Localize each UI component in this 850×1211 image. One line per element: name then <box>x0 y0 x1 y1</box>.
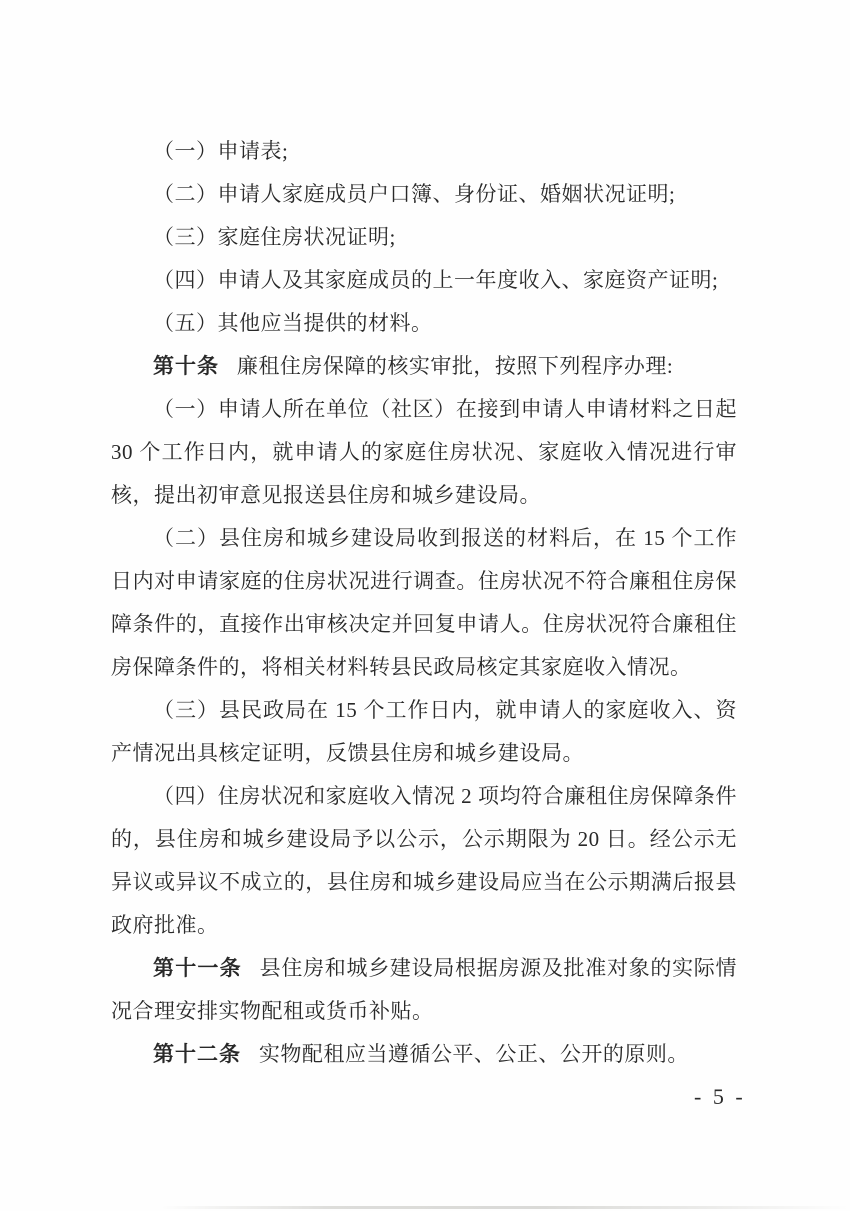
article-10-item-2 <box>111 517 737 689</box>
paragraph-text: （二）申请人家庭成员户口簿、身份证、婚姻状况证明; <box>153 182 676 206</box>
list-item-1 <box>111 130 737 173</box>
paragraph-text: （一）申请人所在单位（社区）在接到申请人申请材料之日起 30 个工作日内，就申请人的家庭住房状况、家庭收入情况进行审核，提出初审意见报送县住房和城乡建设局。 <box>111 397 737 507</box>
list-item-2 <box>111 173 737 216</box>
paragraph-text: （三）县民政局在 15 个工作日内，就申请人的家庭收入、资产情况出具核定证明，反馈县住房和城乡建设局。 <box>111 698 737 765</box>
article-11 <box>111 947 737 1033</box>
paragraph-text: （三）家庭住房状况证明; <box>153 225 396 249</box>
paragraph-text: 实物配租应当遵循公平、公正、公开的原则。 <box>258 1042 689 1066</box>
paragraph-text: （二）县住房和城乡建设局收到报送的材料后，在 15 个工作日内对申请家庭的住房状况进行调查。住房状况不符合廉租住房保障条件的，直接作出审核决定并回复申请人。住房状况符合廉租住房保障条件的，将相关材料转县民政局核定其家庭收入情况。 <box>111 526 737 679</box>
article-10 <box>111 345 737 388</box>
paragraph-text: （五）其他应当提供的材料。 <box>153 311 433 335</box>
list-item-4 <box>111 259 737 302</box>
article-10-item-3 <box>111 689 737 775</box>
article-12 <box>111 1033 737 1076</box>
list-item-5 <box>111 302 737 345</box>
article-number: 第十条 <box>153 355 219 378</box>
article-10-item-1 <box>111 388 737 517</box>
paragraph-text: （四）住房状况和家庭收入情况 2 项均符合廉租住房保障条件的，县住房和城乡建设局予以公示，公示期限为 20 日。经公示无异议或异议不成立的，县住房和城乡建设局应当在公示期满后报县政府批准。 <box>111 784 737 937</box>
page-number: - 5 - <box>694 1084 746 1109</box>
list-item-3 <box>111 216 737 259</box>
scan-edge-artifact <box>160 1206 850 1209</box>
paragraph-text: 县住房和城乡建设局根据房源及批准对象的实际情况合理安排实物配租或货币补贴。 <box>111 956 738 1023</box>
document-body <box>111 130 737 1076</box>
paragraph-text: （四）申请人及其家庭成员的上一年度收入、家庭资产证明; <box>153 268 719 292</box>
paragraph-text: 廉租住房保障的核实审批，按照下列程序办理: <box>236 354 674 378</box>
article-number: 第十一条 <box>153 957 242 980</box>
article-10-item-4 <box>111 775 737 947</box>
article-number: 第十二条 <box>153 1043 241 1066</box>
paragraph-text: （一）申请表; <box>153 139 289 163</box>
